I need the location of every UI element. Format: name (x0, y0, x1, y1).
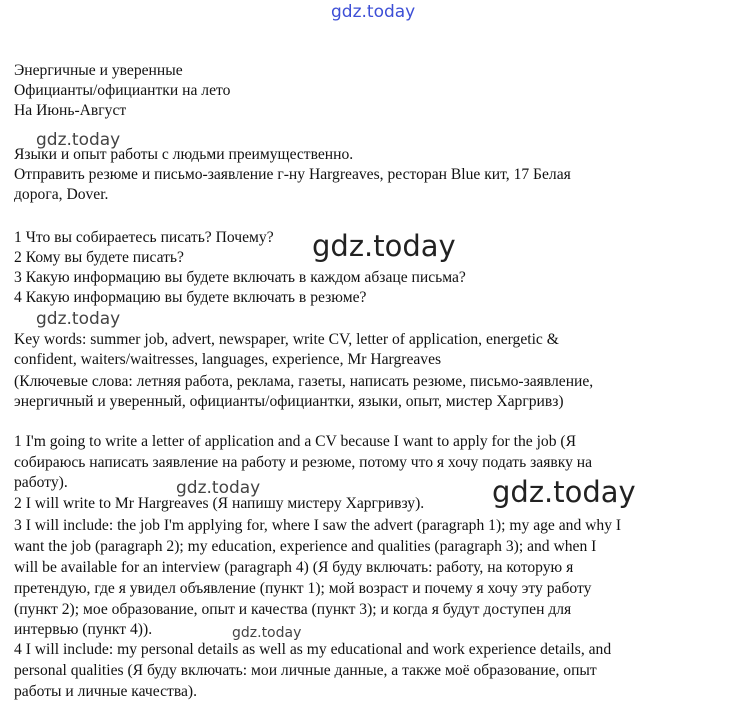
question-2: 2 Кому вы будете писать? (14, 249, 184, 266)
answer-4-line-1: 4 I will include: my personal details as well as my educational and work experience details, and (14, 641, 612, 658)
ad-line-1: Энергичные и уверенные (14, 62, 183, 79)
answer-4-line-3: работы и личные качества). (14, 683, 197, 700)
answer-3-line-1: 3 I will include: the job I'm applying for, where I saw the advert (paragraph 1); my age and why I (14, 517, 622, 534)
ad-line-2: Официанты/официантки на лето (14, 82, 231, 99)
answer-1-line-1: 1 I'm going to write a letter of application and a CV because I want to apply for the job (Я (14, 433, 577, 450)
answer-3-line-2: want the job (paragraph 2); my education, experience and qualities (paragraph 3); and when I (14, 538, 597, 555)
answer-3-line-4: претендую, где я увидел объявление (пункт 1); мой возраст и почему я хочу эту работу (14, 580, 592, 597)
watermark-top: gdz.today (331, 2, 416, 22)
watermark: gdz.today (312, 229, 456, 263)
answer-2: 2 I will write to Mr Hargreaves (Я напишу мистеру Харгривзу). (14, 495, 425, 512)
answer-3-line-5: (пункт 2); мое образование, опыт и качества (пункт 3); и когда я будут доступен для (14, 601, 572, 618)
watermark: gdz.today (36, 130, 121, 150)
key-words-ru-line-1: (Ключевые слова: летняя работа, реклама, газеты, написать резюме, письмо-заявление, (14, 373, 594, 390)
watermark: gdz.today (232, 625, 302, 641)
question-4: 4 Какую информацию вы будете включать в резюме? (14, 289, 367, 306)
watermark: gdz.today (492, 475, 636, 509)
ad-line-5: Отправить резюме и письмо-заявление г-ну Hargreaves, ресторан Blue кит, 17 Белая (14, 166, 571, 183)
answer-4-line-2: personal qualities (Я буду включать: мои личные данные, а также моё образование, опыт (14, 662, 597, 679)
key-words-line-1: Key words: summer job, advert, newspaper, write CV, letter of application, energetic & (14, 331, 559, 348)
key-words-line-2: confident, waiters/waitresses, languages, experience, Mr Hargreaves (14, 351, 442, 368)
question-3: 3 Какую информацию вы будете включать в каждом абзаце письма? (14, 269, 466, 286)
key-words-ru-line-2: энергичный и уверенный, официанты/официантки, языки, опыт, мистер Харгривз) (14, 393, 564, 410)
answer-1-line-2: собираюсь написать заявление на работу и резюме, потому что я хочу подать заявку на (14, 454, 593, 471)
question-1: 1 Что вы собираетесь писать? Почему? (14, 229, 274, 246)
ad-line-3: На Июнь-Август (14, 102, 127, 119)
ad-line-4: Языки и опыт работы с людьми преимущественно. (14, 146, 354, 163)
answer-3-line-6: интервью (пункт 4)). (14, 621, 153, 638)
ad-line-6: дорога, Dover. (14, 186, 109, 203)
watermark: gdz.today (36, 309, 121, 329)
watermark: gdz.today (176, 478, 261, 498)
answer-3-line-3: will be available for an interview (paragraph 4) (Я буду включать: работу, на которую я (14, 559, 574, 576)
answer-1-line-3: работу). (14, 474, 68, 491)
